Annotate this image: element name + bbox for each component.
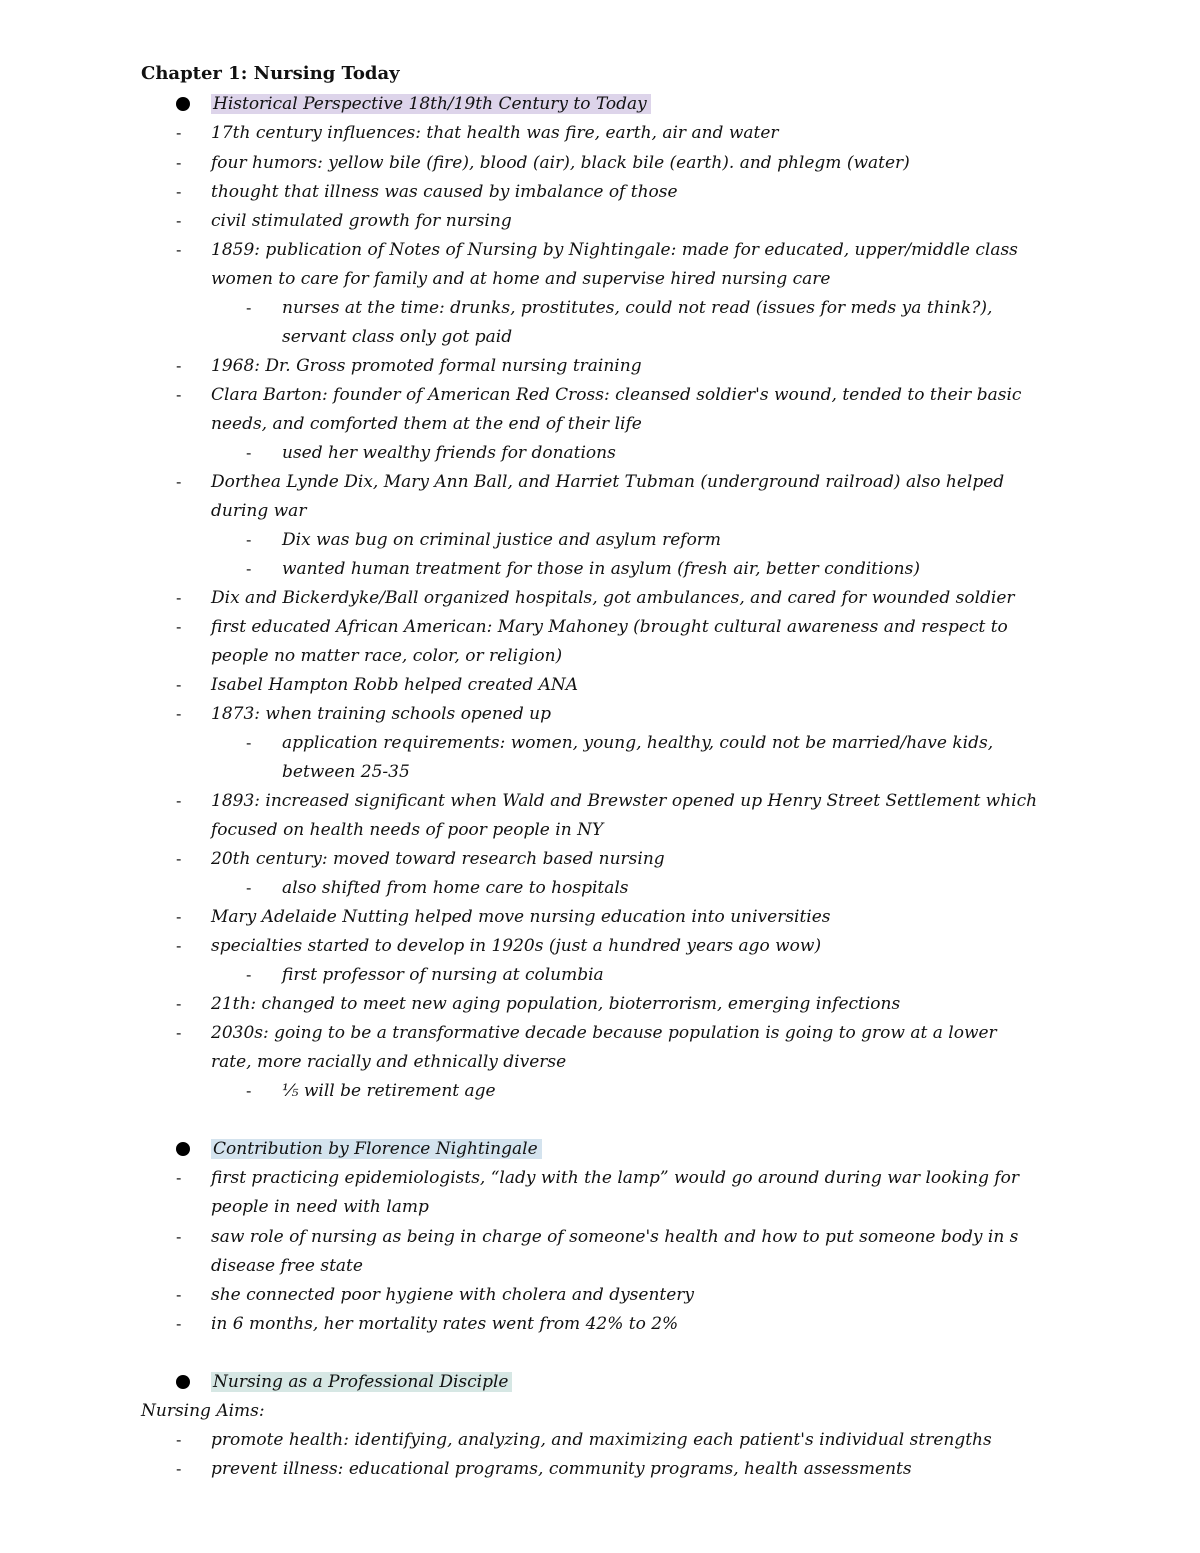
dash-marker: - xyxy=(246,966,252,984)
dash-marker: - xyxy=(176,357,182,375)
list-item: 2030s: going to be a transformative decade because population is going to grow at a lower xyxy=(211,1023,997,1043)
dash-marker: - xyxy=(246,531,252,549)
bullet-marker xyxy=(176,1375,190,1389)
dash-marker: - xyxy=(246,299,252,317)
dash-marker: - xyxy=(176,792,182,810)
dash-marker: - xyxy=(176,241,182,259)
list-item: Dorthea Lynde Dix, Mary Ann Ball, and Harriet Tubman (underground railroad) also helped xyxy=(211,472,1005,492)
list-item: saw role of nursing as being in charge of someone's health and how to put someone body in s xyxy=(211,1227,1019,1247)
dash-marker: - xyxy=(176,154,182,172)
list-item-continuation: focused on health needs of poor people in NY xyxy=(211,820,604,840)
dash-marker: - xyxy=(176,183,182,201)
dash-marker: - xyxy=(176,1228,182,1246)
dash-marker: - xyxy=(176,705,182,723)
dash-marker: - xyxy=(176,1460,182,1478)
list-item: in 6 months, her mortality rates went from 42% to 2% xyxy=(211,1314,679,1334)
list-item: 1893: increased significant when Wald and Brewster opened up Henry Street Settlement which xyxy=(211,791,1038,811)
dash-marker: - xyxy=(176,850,182,868)
sub-list-item: used her wealthy friends for donations xyxy=(282,443,616,463)
sub-list-item: Dix was bug on criminal justice and asylum reform xyxy=(282,530,722,550)
dash-marker: - xyxy=(246,1082,252,1100)
list-item: four humors: yellow bile (fire), blood (air), black bile (earth). and phlegm (water) xyxy=(211,153,910,173)
list-item: specialties started to develop in 1920s (just a hundred years ago wow) xyxy=(211,936,822,956)
dash-marker: - xyxy=(246,734,252,752)
section-heading: Nursing as a Professional Disciple xyxy=(211,1370,512,1394)
list-item-continuation: disease free state xyxy=(211,1256,363,1276)
dash-marker: - xyxy=(176,908,182,926)
list-item-continuation: people in need with lamp xyxy=(211,1197,429,1217)
page-title: Chapter 1: Nursing Today xyxy=(141,63,400,84)
dash-marker: - xyxy=(176,473,182,491)
dash-marker: - xyxy=(176,1286,182,1304)
list-item: 1859: publication of Notes of Nursing by Nightingale: made for educated, upper/middle class xyxy=(211,240,1018,260)
dash-marker: - xyxy=(176,386,182,404)
dash-marker: - xyxy=(176,1315,182,1333)
bullet-marker xyxy=(176,97,190,111)
list-item: 20th century: moved toward research based nursing xyxy=(211,849,665,869)
list-item-continuation: during war xyxy=(211,501,307,521)
dash-marker: - xyxy=(176,1024,182,1042)
list-item: 1873: when training schools opened up xyxy=(211,704,551,724)
list-item: Dix and Bickerdyke/Ball organized hospitals, got ambulances, and cared for wounded soldier xyxy=(211,588,1015,608)
dash-marker: - xyxy=(176,676,182,694)
dash-marker: - xyxy=(176,937,182,955)
list-item-continuation: needs, and comforted them at the end of their life xyxy=(211,414,642,434)
dash-marker: - xyxy=(176,1169,182,1187)
dash-marker: - xyxy=(176,589,182,607)
sub-list-item-continuation: servant class only got paid xyxy=(282,327,513,347)
list-item: she connected poor hygiene with cholera and dysentery xyxy=(211,1285,695,1305)
section-heading: Contribution by Florence Nightingale xyxy=(211,1137,542,1161)
list-item-continuation: people no matter race, color, or religion) xyxy=(211,646,563,666)
dash-marker: - xyxy=(176,1431,182,1449)
subheading: Nursing Aims: xyxy=(141,1401,265,1421)
list-item: civil stimulated growth for nursing xyxy=(211,211,512,231)
bullet-marker xyxy=(176,1142,190,1156)
sub-list-item: nurses at the time: drunks, prostitutes, could not read (issues for meds ya think?), xyxy=(282,298,993,318)
sub-list-item: application requirements: women, young, healthy, could not be married/have kids, xyxy=(282,733,994,753)
sub-list-item: ⅕ will be retirement age xyxy=(282,1081,496,1101)
sub-list-item-continuation: between 25-35 xyxy=(282,762,410,782)
list-item: first educated African American: Mary Mahoney (brought cultural awareness and respect to xyxy=(211,617,1008,637)
dash-marker: - xyxy=(176,212,182,230)
list-item: Clara Barton: founder of American Red Cross: cleansed soldier's wound, tended to their basic xyxy=(211,385,1022,405)
dash-marker: - xyxy=(246,444,252,462)
sub-list-item: wanted human treatment for those in asylum (fresh air, better conditions) xyxy=(282,559,920,579)
list-item: promote health: identifying, analyzing, and maximizing each patient's individual strengths xyxy=(211,1430,992,1450)
list-item-continuation: women to care for family and at home and supervise hired nursing care xyxy=(211,269,831,289)
dash-marker: - xyxy=(246,560,252,578)
sub-list-item: also shifted from home care to hospitals xyxy=(282,878,629,898)
list-item: 21th: changed to meet new aging population, bioterrorism, emerging infections xyxy=(211,994,901,1014)
list-item: first practicing epidemiologists, “lady with the lamp” would go around during war looking for xyxy=(211,1168,1020,1188)
list-item: 17th century influences: that health was fire, earth, air and water xyxy=(211,123,779,143)
sub-list-item: first professor of nursing at columbia xyxy=(282,965,604,985)
list-item: 1968: Dr. Gross promoted formal nursing training xyxy=(211,356,642,376)
dash-marker: - xyxy=(246,879,252,897)
list-item: Isabel Hampton Robb helped created ANA xyxy=(211,675,579,695)
dash-marker: - xyxy=(176,995,182,1013)
list-item: thought that illness was caused by imbalance of those xyxy=(211,182,678,202)
dash-marker: - xyxy=(176,124,182,142)
list-item-continuation: rate, more racially and ethnically diverse xyxy=(211,1052,567,1072)
dash-marker: - xyxy=(176,618,182,636)
list-item: Mary Adelaide Nutting helped move nursing education into universities xyxy=(211,907,831,927)
list-item: prevent illness: educational programs, community programs, health assessments xyxy=(211,1459,912,1479)
section-heading: Historical Perspective 18th/19th Century to Today xyxy=(211,92,651,116)
